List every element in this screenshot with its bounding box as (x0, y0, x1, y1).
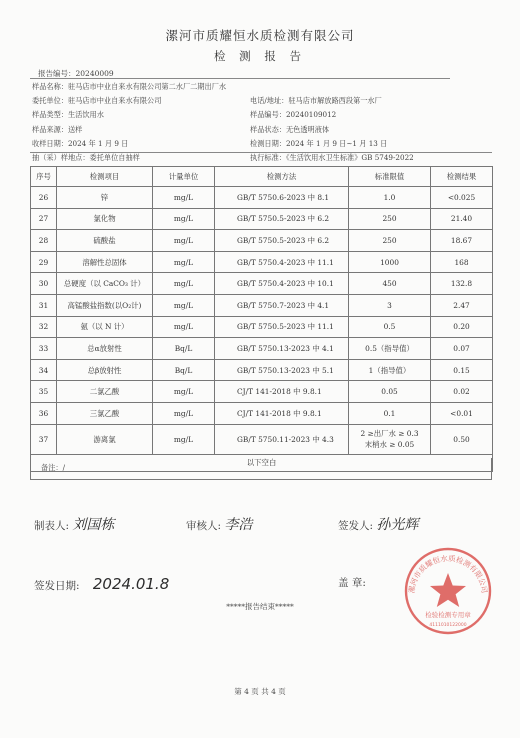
client-phone-address: 电话/地址：驻马店市解放路西段第一水厂 (250, 96, 382, 106)
table-row (31, 359, 493, 381)
seal-row (338, 575, 366, 590)
test-item: 二氯乙酸 (57, 381, 153, 403)
standard-limit: 3 (349, 294, 431, 316)
reviewed-label: 审核人: (186, 520, 222, 532)
test-item: 总硬度（以 CaCO₃ 计） (57, 273, 153, 295)
standard-limit: 250 (349, 208, 431, 230)
seal-code: 4111010122000 (429, 623, 467, 628)
test-method: GB/T 5750.7-2023 中 4.1 (215, 294, 349, 316)
row-number: 30 (31, 273, 57, 295)
unit: mg/L (153, 273, 215, 295)
table-row (31, 208, 493, 230)
sample-name: 样品名称：驻马店市中业自来水有限公司第二水厂二期出厂水 (32, 82, 227, 91)
sample-type: 样品类型：生活饮用水 (32, 110, 104, 120)
unit: mg/L (153, 230, 215, 252)
unit: mg/L (153, 187, 215, 209)
test-result: 0.07 (431, 338, 493, 360)
results-table (30, 166, 493, 472)
test-item: 硫酸盐 (57, 230, 153, 252)
test-method: GB/T 5750.6-2023 中 8.1 (215, 187, 349, 209)
row-number: 29 (31, 251, 57, 273)
issued-signature: 孙光辉 (376, 517, 419, 533)
test-method: GB/T 5750.5-2023 中 6.2 (215, 208, 349, 230)
unit: mg/L (153, 381, 215, 403)
table-row (31, 251, 493, 273)
reviewed-by (186, 514, 252, 534)
test-result: <0.025 (431, 187, 493, 209)
test-method: GB/T 5750.4-2023 中 10.1 (215, 273, 349, 295)
test-result: 21.40 (431, 208, 493, 230)
test-method: GB/T 5750.5-2023 中 11.1 (215, 316, 349, 338)
column-header: 检测项目 (57, 167, 153, 187)
standard-limit: 0.5（指导值） (349, 338, 431, 360)
issued-label: 签发人: (338, 520, 374, 532)
seal-text: 漯河市质耀恒水质检测有限公司 (406, 553, 490, 594)
standard: 执行标准：《生活饮用水卫生标准》GB 5749-2022 (250, 153, 414, 163)
standard-limit: 1（指导值） (349, 359, 431, 381)
column-header: 检测结果 (431, 167, 493, 187)
row-number: 27 (31, 208, 57, 230)
unit: mg/L (153, 402, 215, 424)
issued-by (338, 514, 418, 534)
table-row (31, 273, 493, 295)
unit: mg/L (153, 208, 215, 230)
test-result: 0.50 (431, 424, 493, 454)
sample-source: 样品来源：送样 (32, 124, 83, 134)
report-end-mark: *****报告结束***** (226, 602, 294, 611)
issue-date-row (34, 575, 169, 593)
test-method: GB/T 5750.4-2023 中 11.1 (215, 251, 349, 273)
test-result: 18.67 (431, 230, 493, 252)
test-result: 2.47 (431, 294, 493, 316)
unit: Bq/L (153, 359, 215, 381)
test-result: 0.20 (431, 316, 493, 338)
blank-note: 以下空白 (31, 454, 493, 471)
column-header: 计量单位 (153, 167, 215, 187)
test-method: GB/T 5750.13-2023 中 4.1 (215, 338, 349, 360)
test-item: 游离氯 (57, 424, 153, 454)
test-method: GB/T 5750.13-2023 中 5.1 (215, 359, 349, 381)
limit-line-2: 末梢水 ≥ 0.05 (364, 440, 415, 450)
table-row (31, 316, 493, 338)
table-row (31, 187, 493, 209)
test-item: 锌 (57, 187, 153, 209)
standard-limit: 250 (349, 230, 431, 252)
divider (30, 78, 450, 79)
report-number: 报告编号：20240009 (38, 69, 114, 78)
standard-limit: 0.1 (349, 402, 431, 424)
test-item: 三氯乙酸 (57, 402, 153, 424)
row-number: 33 (31, 338, 57, 360)
seal-bottom-text: 检验检测专用章 (425, 611, 471, 619)
test-method: GB/T 5750.5-2023 中 6.2 (215, 230, 349, 252)
table-row (31, 424, 493, 454)
test-result: 132.8 (431, 273, 493, 295)
row-number: 37 (31, 424, 57, 454)
document-title: 检 测 报 告 (214, 49, 306, 63)
official-seal (402, 545, 494, 637)
divider (30, 152, 492, 153)
test-item: 溶解性总固体 (57, 251, 153, 273)
seal-label: 盖 章: (338, 577, 366, 589)
standard-limit: 1000 (349, 251, 431, 273)
report-header (0, 26, 520, 64)
column-header: 检测方法 (215, 167, 349, 187)
unit: Bq/L (153, 338, 215, 360)
company-name: 漯河市质耀恒水质检测有限公司 (165, 28, 355, 43)
test-method: GB/T 5750.11-2023 中 4.3 (215, 424, 349, 454)
page-number: 第 4 页 共 4 页 (234, 687, 286, 696)
sampling-location: 抽（采）样地点：委托单位自抽样 (32, 153, 140, 163)
standard-limit (349, 424, 431, 454)
table-row (31, 230, 493, 252)
prepared-label: 制表人: (34, 520, 70, 532)
unit: mg/L (153, 424, 215, 454)
table-header-row (31, 167, 493, 187)
test-item: 氯化物 (57, 208, 153, 230)
test-result: <0.01 (431, 402, 493, 424)
table-row (31, 402, 493, 424)
received-date: 收样日期：2024 年 1 月 9 日 (32, 138, 129, 148)
column-header: 序号 (31, 167, 57, 187)
row-number: 36 (31, 402, 57, 424)
unit: mg/L (153, 251, 215, 273)
row-number: 31 (31, 294, 57, 316)
prepared-signature: 刘国栋 (72, 517, 115, 533)
test-result: 0.02 (431, 381, 493, 403)
test-date: 检测日期：2024 年 1 月 9 日~1 月 13 日 (250, 138, 388, 148)
remark: 备注：/ (30, 458, 492, 480)
test-item: 高锰酸盐指数(以O₂计) (57, 294, 153, 316)
prepared-by (34, 514, 114, 534)
test-result: 168 (431, 251, 493, 273)
reviewed-signature: 李浩 (224, 517, 253, 533)
test-method: CJ/T 141-2018 中 9.8.1 (215, 381, 349, 403)
sample-number: 样品编号：20240109012 (250, 110, 337, 120)
table-row (31, 294, 493, 316)
table-row (31, 338, 493, 360)
standard-limit: 0.5 (349, 316, 431, 338)
issue-date-label: 签发日期: (34, 580, 80, 592)
row-number: 34 (31, 359, 57, 381)
standard-limit: 450 (349, 273, 431, 295)
test-item: 总β放射性 (57, 359, 153, 381)
unit: mg/L (153, 316, 215, 338)
table-row (31, 381, 493, 403)
test-method: CJ/T 141-2018 中 9.8.1 (215, 402, 349, 424)
client: 委托单位：驻马店市中业自来水有限公司 (32, 96, 162, 106)
test-item: 总α放射性 (57, 338, 153, 360)
row-number: 26 (31, 187, 57, 209)
row-number: 35 (31, 381, 57, 403)
issue-date: 2024.01.8 (92, 575, 170, 593)
row-number: 32 (31, 316, 57, 338)
unit: mg/L (153, 294, 215, 316)
limit-line-1: 2 ≥出厂水 ≥ 0.3 (360, 429, 419, 439)
row-number: 28 (31, 230, 57, 252)
sample-state: 样品状态：无色透明液体 (250, 124, 330, 134)
test-item: 氨（以 N 计） (57, 316, 153, 338)
test-result: 0.15 (431, 359, 493, 381)
standard-limit: 0.05 (349, 381, 431, 403)
column-header: 标准限值 (349, 167, 431, 187)
standard-limit: 1.0 (349, 187, 431, 209)
